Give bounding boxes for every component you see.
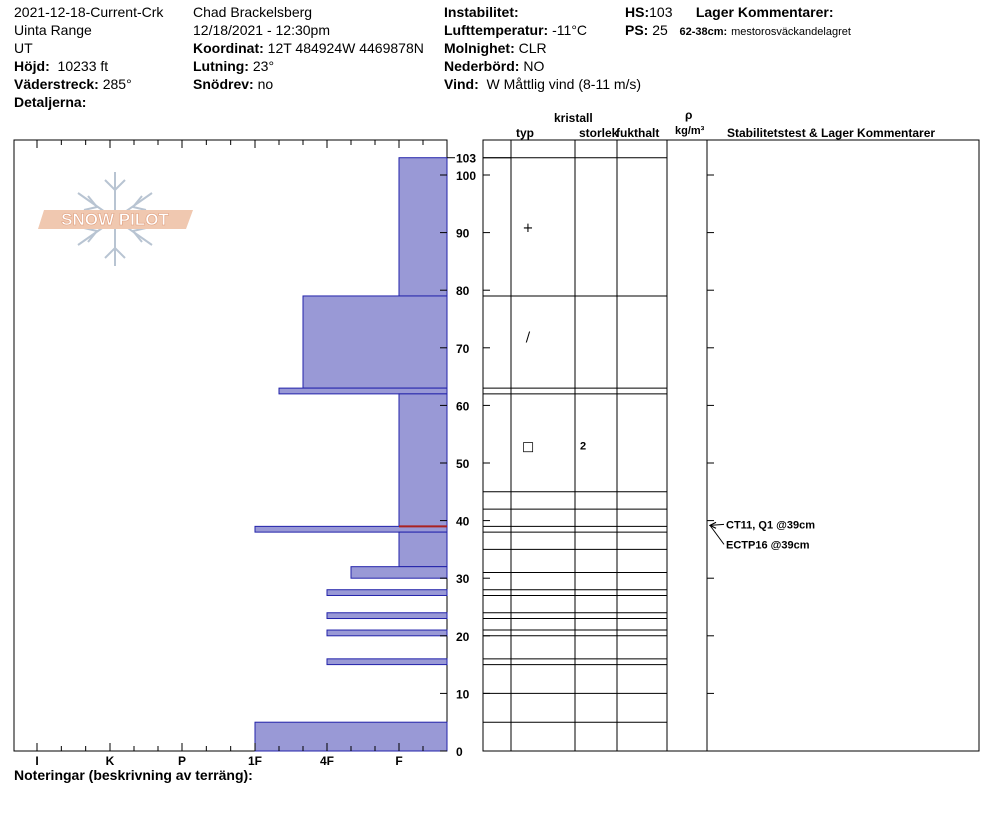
- elevation-label: Höjd:: [14, 58, 50, 74]
- header-density-unit: kg/m³: [675, 125, 705, 137]
- wind-label: Vind:: [444, 76, 479, 92]
- depth-tick-label: 0: [456, 745, 463, 759]
- drift-value: no: [257, 76, 274, 92]
- layer-comment-text: mestorosväckandelagret: [731, 26, 851, 38]
- header-crystal: kristall: [554, 111, 593, 125]
- hardness-bar: [399, 394, 447, 526]
- depth-tick-label: 30: [456, 572, 470, 587]
- observation-datetime: 12/18/2021 - 12:30pm: [193, 22, 330, 38]
- grain-table-frame: [483, 140, 979, 751]
- depth-tick-label: 50: [456, 457, 470, 471]
- drift-label: Snödrev:: [193, 76, 254, 92]
- coord-value: 12T 484924W 4469878N: [267, 40, 424, 56]
- hardness-bar: [279, 388, 447, 394]
- observer-name: Chad Brackelsberg: [193, 4, 313, 20]
- hardness-bar: [327, 630, 447, 636]
- hardness-scale-label: K: [105, 754, 115, 768]
- ps-value: 25: [652, 22, 668, 38]
- slope-value: 23°: [252, 58, 275, 74]
- hardness-bar: [351, 567, 447, 579]
- grain-type-symbol: □: [521, 439, 535, 455]
- grain-type-symbol: /: [525, 330, 531, 346]
- wind-value: W Måttlig vind (8-11 m/s): [486, 76, 642, 92]
- grain-symbols: [522, 221, 586, 455]
- aspect-label: Väderstreck:: [14, 76, 99, 92]
- precip-label: Nederbörd:: [444, 58, 520, 74]
- sky-value: CLR: [518, 40, 547, 56]
- hardness-bar: [327, 659, 447, 665]
- details-label: Detaljerna:: [14, 94, 87, 110]
- aspect-value: 285°: [102, 76, 132, 92]
- depth-tick-label: 80: [456, 284, 470, 299]
- hs-value: 103: [649, 4, 673, 20]
- logo-text: SNOW PILOT: [61, 210, 169, 229]
- ps-label: PS:: [625, 22, 649, 38]
- stability-label: Instabilitet:: [444, 4, 519, 20]
- header-stability: Stabilitetstest & Lager Kommentarer: [727, 126, 936, 140]
- stability-tests: [710, 519, 815, 551]
- hardness-bar: [303, 296, 447, 388]
- hardness-bar: [399, 158, 447, 296]
- notes-label: Noteringar (beskrivning av terräng):: [14, 767, 253, 783]
- stability-test-label: ECTP16 @39cm: [726, 539, 810, 552]
- depth-tick-label: 20: [456, 629, 470, 644]
- hardness-scale-label: P: [177, 754, 187, 768]
- pit-name: 2021-12-18-Current-Crk: [14, 4, 164, 20]
- depth-tick-label: 70: [456, 341, 470, 356]
- depth-tick-label: 10: [456, 687, 470, 702]
- hardness-bar: [327, 590, 447, 596]
- grain-type-symbol: +: [522, 220, 534, 236]
- state-name: UT: [14, 40, 33, 56]
- header-size: storlek: [579, 126, 619, 140]
- snowpilot-logo: [38, 172, 193, 266]
- hardness-scale-label: I: [35, 754, 39, 768]
- coord-label: Koordinat:: [193, 40, 264, 56]
- hardness-scale-label: F: [395, 754, 403, 768]
- hardness-bar: [399, 532, 447, 567]
- header-rho: ρ: [685, 108, 693, 122]
- hardness-scale-labels: [35, 754, 402, 768]
- slope-label: Lutning:: [193, 58, 249, 74]
- depth-tick-label: 60: [456, 399, 470, 414]
- precip-value: NO: [523, 58, 545, 74]
- stability-test-arrow: [710, 525, 724, 544]
- elevation-value: 10233 ft: [57, 58, 109, 74]
- hardness-bar: [327, 613, 447, 619]
- layer-comments-label: Lager Kommentarer:: [695, 4, 834, 20]
- header-moisture: fukthalt: [616, 126, 660, 140]
- layer-comment-range: 62-38cm:: [679, 26, 728, 38]
- depth-tick-label: 90: [456, 226, 470, 241]
- hs-label: HS:: [625, 4, 650, 20]
- air-temp-value: -11°C: [552, 22, 588, 38]
- hardness-scale-label: 4F: [319, 754, 335, 768]
- header-type: typ: [516, 126, 534, 140]
- stability-test-label: CT11, Q1 @39cm: [726, 519, 815, 532]
- hardness-bars: [255, 158, 447, 751]
- grain-size-value: 2: [580, 440, 587, 453]
- hardness-scale-label: 1F: [247, 754, 263, 768]
- range-name: Uinta Range: [14, 22, 92, 38]
- depth-tick-label: 103: [456, 151, 477, 166]
- depth-axis: [440, 152, 714, 759]
- air-temp-label: Lufttemperatur:: [444, 22, 549, 38]
- sky-label: Molnighet:: [444, 40, 515, 56]
- depth-tick-label: 40: [456, 514, 470, 529]
- depth-tick-label: 100: [456, 169, 477, 183]
